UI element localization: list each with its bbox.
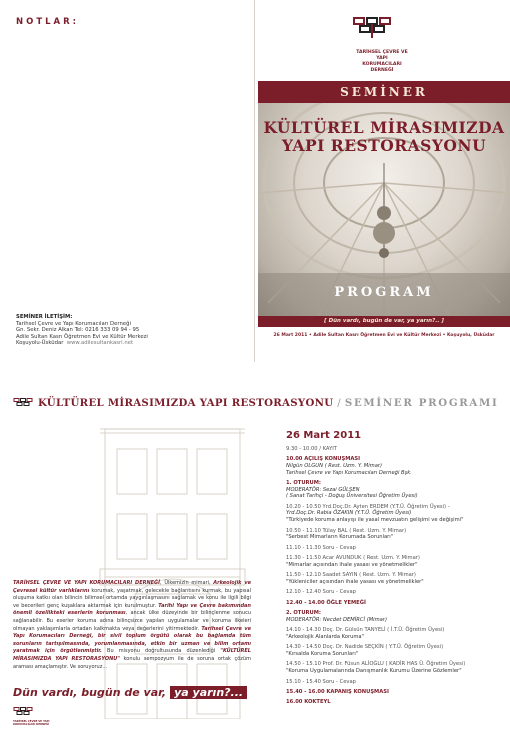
tagline-band — [258, 316, 510, 327]
program-row — [286, 446, 504, 453]
program-row-heading: 14.10 - 14.30 Doç. Dr. Gülsün TANYELİ ( İ.T.Ü. Öğretim Üyesi) — [286, 627, 445, 634]
program-row-heading: 10.00 AÇILIŞ KONUŞMASI — [286, 456, 361, 463]
association-logo-block — [352, 16, 412, 74]
program-row — [286, 555, 504, 568]
slogan-tail: ya yarın?... — [170, 686, 247, 699]
association-logo-icon — [352, 16, 392, 38]
program-row-heading: 11.50 - 12.10 Saadet SAYIN ( Rest. Uzm. Y. Mimar) — [286, 572, 416, 579]
contact-line: Adile Sultan Kasrı Öğretmen Evi ve Kültür Merkezi — [16, 333, 148, 340]
program-row-line: "Koruma Uygulamalarında Danışmanlık Kurumu Üzerine Gözlemler" — [286, 668, 462, 675]
association-name — [352, 50, 412, 74]
program-row — [286, 610, 504, 623]
program-row-heading: 15.40 - 16.00 KAPANIŞ KONUŞMASI — [286, 688, 389, 695]
back-cover-panel — [0, 0, 255, 362]
inner-header — [38, 397, 498, 409]
association-logo-icon — [13, 706, 33, 718]
program-row-heading: 10.50 - 11.10 Tülay BAL ( Rest. Uzm. Y. Mimar) — [286, 527, 407, 534]
program-rows — [286, 446, 504, 706]
description-segment: Arkeolojik ve Çevresel kültür varlıklarını — [13, 580, 252, 594]
contact-line: Gn. Sekr. Deniz Alkan Tel: 0216 333 09 94 - 95 — [16, 327, 140, 333]
slogan — [13, 686, 247, 699]
association-logo-icon — [13, 397, 33, 409]
cover-title — [258, 119, 510, 155]
description-segment: , ancak ülke düzeyinde bir bilinçlenme sonucu sağlanabilir. Bu eserler koruma adına bilinçsizce yapılan uygulamalar ve koruma ilkeleri olmayan yaklaşımlarla ortadan kalkmakta veya değerlerini yitirmektedir. — [13, 610, 252, 632]
program-row — [286, 504, 504, 524]
program-row — [286, 528, 504, 541]
description-segment: Tarihi Yapı ve Çevre bakımından önemli özellikteki eserlerin korunması — [13, 602, 251, 617]
program-row-line: "Serbest Mimarların Korumada Sorunları" — [286, 534, 394, 541]
tagline-text: [ Dün vardı, bugün de var, ya yarın?.. ] — [324, 318, 444, 324]
brochure-outer-spread — [0, 0, 510, 362]
program-row — [286, 589, 504, 596]
program-schedule — [286, 429, 504, 710]
program-date: 26 Mart 2011 — [286, 430, 362, 441]
program-row-line: "Arkeolojik Alanlarda Koruma" — [286, 633, 364, 640]
program-row-line: Tarihsel Çevre ve Yapı Korumacıları Derneği Bşk. — [286, 469, 412, 476]
program-row-line: "Kırsalda Koruma Sorunları" — [286, 650, 359, 657]
program-row — [286, 600, 504, 607]
description-segment: "KÜLTÜREL MİRASIMIZDA YAPI RESTORASYONU" — [13, 648, 251, 662]
program-row — [286, 644, 504, 657]
program-row — [286, 661, 504, 674]
program-row-line: ( Sanat Tarihçi - Doğuş Üniversitesi Öğretim Üyesi) — [286, 493, 418, 500]
program-row-line: "Mimarlar açısından ihale yasası ve yönetmelikler" — [286, 561, 418, 568]
description-segment: TARİHSEL ÇEVRE VE YAPI KORUMACILARI DERNEĞİ — [13, 580, 161, 586]
description-segment: konulu sempozyum ile de soruna ortak çözüm araması amaçlamıştır. Ve soruyoruz... — [13, 655, 251, 670]
program-row-heading: 14.50 - 15.10 Prof. Dr. Füsun ALİOĞLU ( KADİR HAS Ü. Öğretim Üyesi) — [286, 661, 466, 668]
description-segment: Tarihsel Çevre ve Yapı Korumacıları Derneği, bir sivil toplum örgütü olarak bu bağlamda tüm sorunların tartışılmasında, yorumlanmasında, etkin bir uzman ve bilim ortamı yaratmak için örgütlenmiştir. — [13, 625, 251, 655]
contact-title: SEMİNER İLETİŞİM: — [16, 314, 73, 320]
association-name-line: TARİHSEL ÇEVRE VE YAPI — [356, 50, 408, 61]
program-row-heading: 12.40 - 14.00 ÖĞLE YEMEĞİ — [286, 599, 366, 606]
contact-line — [16, 340, 148, 347]
inner-header-title: KÜLTÜREL MİRASIMIZDA YAPI RESTORASYONU — [38, 397, 334, 409]
program-row — [286, 627, 504, 640]
logo-caption: TARİHSEL ÇEVRE VE YAPI KORUMACILARI DERNEĞİ — [13, 720, 50, 727]
program-row — [286, 699, 504, 706]
program-label: PROGRAM — [334, 285, 434, 300]
program-row-heading: 10.20 - 10.50 Yrd.Doç.Dr. Ayten ERDEM (Y.T.Ü. Öğretim Üyesi) - — [286, 503, 450, 510]
cover-title-line: KÜLTÜREL MİRASIMIZDA — [263, 118, 505, 137]
program-row-heading: 14.30 - 14.50 Doç. Dr. Nadide SEÇKİN ( Y.T.Ü. Öğretim Üyesi) — [286, 644, 444, 651]
program-row-heading: 16.00 KOKTEYL — [286, 699, 331, 706]
program-row — [286, 480, 504, 500]
contact-website: www.adilesultankasri.net — [66, 340, 134, 346]
contact-district: Koşuyolu-Üsküdar — [16, 340, 64, 346]
building-facade-drawing — [95, 419, 250, 719]
program-row-heading: 9.30 - 10.00 / KAYIT — [286, 446, 337, 452]
program-row-heading: 12.10 - 12.40 Soru - Cevap — [286, 589, 356, 596]
program-row-line: MODERATÖR: Sezai GÜLŞEN — [286, 486, 360, 493]
seminar-label: SEMİNER — [340, 85, 428, 99]
program-row — [286, 572, 504, 585]
inner-header-slash: / — [337, 398, 342, 409]
contact-block — [16, 314, 148, 347]
notes-title: NOTLAR: — [16, 17, 80, 27]
description-segment: korumak, yaşatmak, gelecekle bağlantısını kurmak, bu yapısal oluşuma katkıı olan bilincin bilimsel ortamda yaygınlaşmasını sağlamak ve konu ile ilgili bilgi ve becerileri genç kuşaklara aktarmak için kurulmuştur. — [13, 587, 251, 609]
event-date-venue: 26 Mart 2011 • Adile Sultan Kasrı Öğretmen Evi ve Kültür Merkezi • Koşuyolu, Üsküdar — [273, 333, 495, 338]
program-row-heading: 1. OTURUM: — [286, 480, 321, 487]
association-name-line: KORUMACILARI DERNEĞİ — [362, 62, 402, 73]
program-row-heading: 11.10 - 11.30 Soru - Cevap — [286, 544, 356, 551]
brochure-inner-spread — [0, 383, 510, 745]
program-row-line: Nilgün OLGUN ( Rest. Uzm. Y. Mimar) — [286, 463, 383, 470]
inner-header-subtitle: SEMİNER PROGRAMI — [344, 397, 499, 409]
description-segment: Bu misyonu doğrultusunda düzenlediği — [101, 648, 221, 655]
cover-title-line: YAPI RESTORASYONU — [281, 136, 487, 155]
program-row-line: Yrd.Doç.Dr. Rabia ÖZAKIN (Y.T.Ü. Öğretim Üyesi) — [286, 510, 412, 517]
program-row — [286, 679, 504, 686]
program-row — [286, 689, 504, 696]
program-row — [286, 545, 504, 552]
seminar-band — [258, 81, 510, 103]
program-row-heading: 2. OTURUM: — [286, 610, 321, 617]
program-row-line: MODERATÖR: Necdet DEMİRCİ (Mimar) — [286, 616, 387, 623]
program-row-heading: 11.30 - 11.50 Acar AVUNDUK ( Rest. Uzm. Y. Mimar) — [286, 555, 420, 562]
slogan-head: Dün vardı, bugün de var, — [13, 686, 167, 699]
program-row — [286, 456, 504, 476]
program-row-line: "Yükleniciler açısından ihale yasası ve yönetmelikler" — [286, 578, 424, 585]
contact-line: Tarihsel Çevre ve Yapı Korumacıları Derneği — [16, 320, 131, 327]
program-row-line: "Türkiyede koruma anlayışı ile yasal mevzuatın gelişimi ve değişimi" — [286, 517, 464, 524]
association-description — [13, 580, 251, 671]
program-row-heading: 15.10 - 15.40 Soru - Cevap — [286, 678, 356, 685]
description-segment: , Ülkemizin mimari, — [160, 580, 214, 586]
